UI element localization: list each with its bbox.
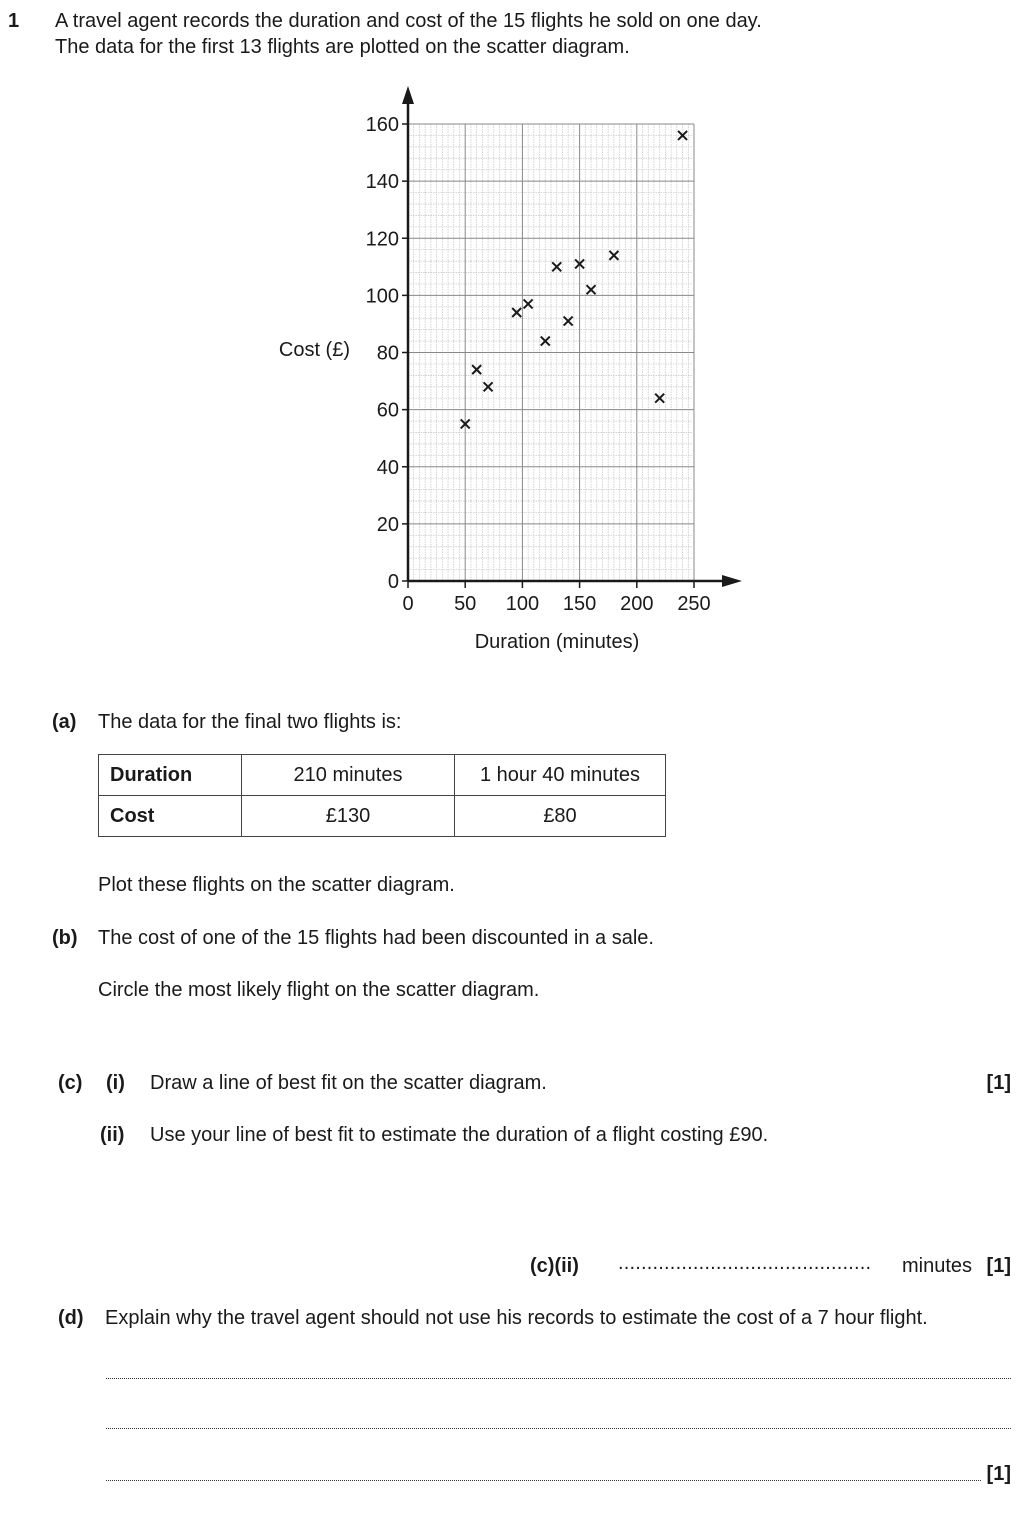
answer-line[interactable] bbox=[106, 1428, 1011, 1429]
table-row-header: Duration bbox=[99, 755, 242, 796]
part-a-text: The data for the final two flights is: bbox=[98, 711, 402, 733]
y-tick-label: 40 bbox=[376, 456, 399, 479]
part-b-text: The cost of one of the 15 flights had been discounted in a sale. bbox=[98, 927, 654, 949]
x-axis-label: Duration (minutes) bbox=[474, 631, 640, 653]
y-tick-label: 0 bbox=[387, 571, 399, 593]
table-cell: £130 bbox=[242, 796, 455, 837]
y-axis-label: Cost (£) bbox=[278, 339, 350, 361]
part-c-label: (c) bbox=[58, 1072, 83, 1094]
answer-line[interactable] bbox=[106, 1480, 981, 1481]
y-tick-label: 140 bbox=[365, 171, 399, 194]
chart-axes bbox=[402, 86, 742, 587]
question-number: 1 bbox=[8, 10, 20, 32]
part-d-text: Explain why the travel agent should not use his records to estimate the cost of a 7 hour flight. bbox=[105, 1307, 928, 1329]
chart-grid bbox=[408, 124, 694, 581]
y-tick-label: 60 bbox=[376, 399, 399, 422]
part-a-label: (a) bbox=[52, 711, 77, 733]
answer-line[interactable] bbox=[106, 1378, 1011, 1379]
final-flights-table bbox=[98, 754, 666, 837]
y-tick-label: 80 bbox=[376, 342, 399, 365]
y-tick-label: 120 bbox=[365, 228, 399, 251]
part-b-instruction: Circle the most likely flight on the scatter diagram. bbox=[98, 979, 540, 1001]
x-tick-label: 150 bbox=[562, 593, 597, 615]
part-a-instruction: Plot these flights on the scatter diagram. bbox=[98, 874, 455, 896]
x-tick-label: 100 bbox=[505, 593, 540, 615]
y-tick-label: 20 bbox=[376, 513, 399, 536]
part-c-ii-text: Use your line of best fit to estimate the duration of a flight costing £90. bbox=[150, 1124, 769, 1146]
part-c-i-text: Draw a line of best fit on the scatter diagram. bbox=[150, 1072, 547, 1094]
x-tick-label: 0 bbox=[402, 593, 414, 615]
chart-ticks bbox=[366, 114, 711, 615]
part-d-label: (d) bbox=[58, 1307, 84, 1329]
table-row bbox=[99, 796, 666, 837]
x-tick-label: 200 bbox=[620, 593, 654, 615]
table-cell: 1 hour 40 minutes bbox=[455, 755, 666, 796]
part-c-ii-answer-label: (c)(ii) bbox=[530, 1255, 579, 1277]
part-c-i-label: (i) bbox=[106, 1072, 125, 1094]
part-c-ii-label: (ii) bbox=[100, 1124, 125, 1146]
y-tick-label: 100 bbox=[365, 285, 399, 308]
scatter-diagram bbox=[260, 80, 760, 670]
x-tick-label: 250 bbox=[677, 593, 711, 615]
question-intro-line1: A travel agent records the duration and cost of the 15 flights he sold on one day. bbox=[55, 10, 762, 32]
y-axis-arrow bbox=[402, 86, 414, 104]
table-cell: 210 minutes bbox=[242, 755, 455, 796]
table-row bbox=[99, 755, 666, 796]
question-intro-line2: The data for the first 13 flights are plotted on the scatter diagram. bbox=[55, 36, 630, 58]
part-c-ii-marks: [1] bbox=[986, 1255, 1011, 1277]
part-d-marks: [1] bbox=[986, 1463, 1011, 1485]
y-tick-label: 160 bbox=[365, 114, 399, 136]
x-tick-label: 50 bbox=[454, 593, 477, 615]
part-c-i-marks: [1] bbox=[986, 1072, 1011, 1094]
table-cell: £80 bbox=[455, 796, 666, 837]
table-row-header: Cost bbox=[99, 796, 242, 837]
x-axis-arrow bbox=[722, 575, 742, 587]
part-b-label: (b) bbox=[52, 927, 78, 949]
part-c-ii-answer-unit: minutes bbox=[902, 1255, 973, 1277]
part-c-ii-answer-line[interactable]: ............................................ bbox=[618, 1252, 872, 1274]
